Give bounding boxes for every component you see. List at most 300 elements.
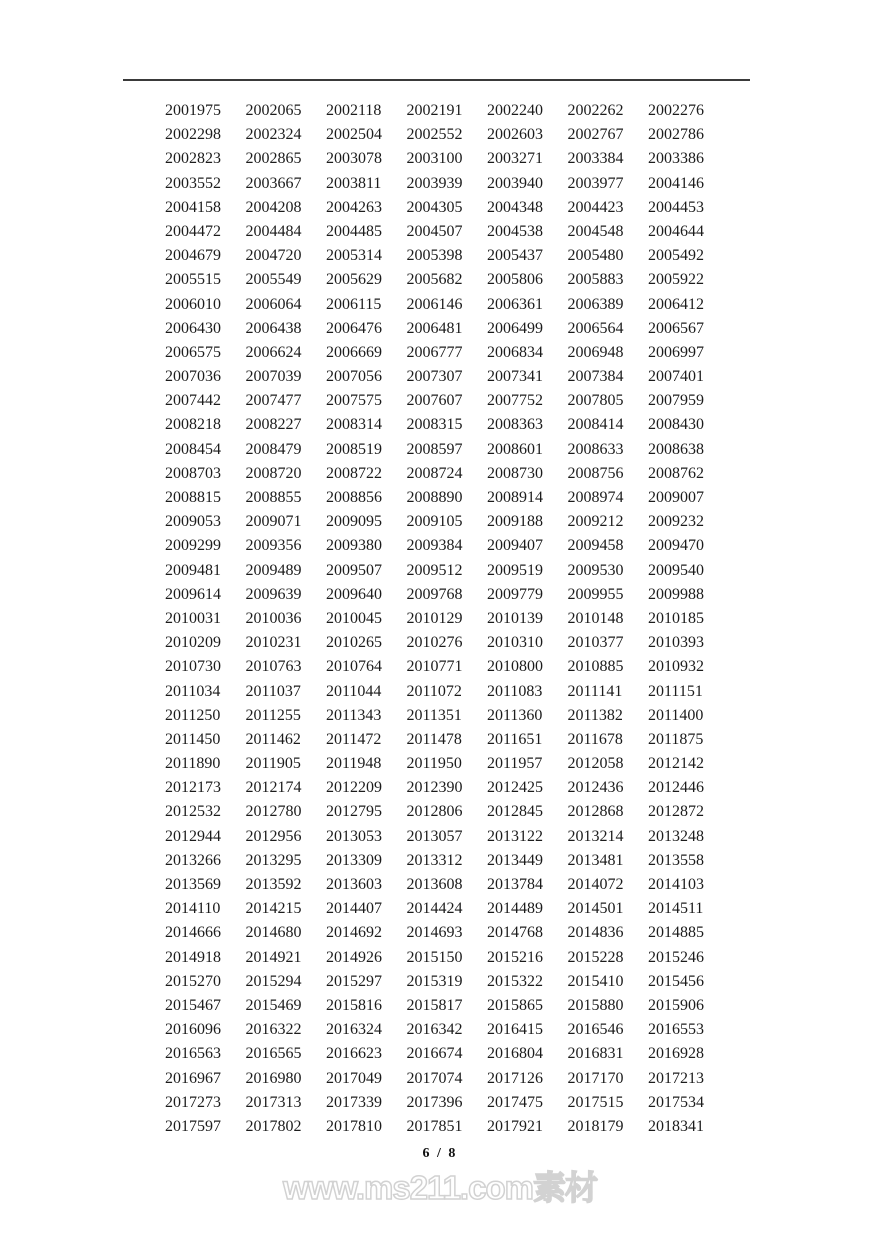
roll-number-cell: 2010932	[648, 658, 704, 676]
roll-number-cell: 2002065	[245, 102, 302, 119]
roll-number-cell: 2009095	[326, 513, 382, 531]
roll-number-cell: 2010800	[487, 658, 543, 676]
roll-number-cell: 2013449	[487, 851, 543, 869]
roll-number-cell: 2012058	[567, 755, 624, 773]
roll-number-cell: 2012956	[245, 827, 302, 845]
roll-number-cell: 2009512	[406, 561, 463, 579]
roll-number-cell: 2014926	[326, 948, 382, 966]
roll-number-cell: 2013266	[165, 851, 221, 869]
roll-number-cell: 2009053	[165, 513, 221, 531]
roll-number-cell: 2009779	[487, 585, 543, 603]
roll-number-cell: 2004208	[245, 198, 302, 216]
roll-number-cell: 2018179	[567, 1117, 624, 1135]
roll-number-cell: 2012806	[406, 803, 463, 821]
roll-number-cell: 2003940	[487, 174, 543, 192]
roll-number-cell: 2014680	[245, 924, 302, 942]
roll-number-cell: 2009232	[648, 513, 704, 531]
roll-number-cell: 2013214	[567, 827, 624, 845]
roll-number-cell: 2013481	[567, 851, 624, 869]
roll-number-cell: 2012532	[165, 803, 221, 821]
roll-number-cell: 2017851	[406, 1117, 463, 1135]
roll-number-cell: 2016415	[487, 1021, 543, 1039]
roll-number-cell: 2013558	[648, 851, 704, 869]
roll-number-cell: 2006997	[648, 343, 704, 361]
roll-number-cell: 2002823	[165, 150, 221, 168]
roll-number-cell: 2012944	[165, 827, 221, 845]
roll-number-cell: 2010139	[487, 609, 543, 627]
roll-number-cell: 2009380	[326, 537, 382, 555]
roll-number-cell: 2006361	[487, 295, 543, 313]
roll-number-cell: 2010764	[326, 658, 382, 676]
roll-number-cell: 2017074	[406, 1069, 463, 1087]
roll-number-cell: 2008890	[406, 489, 463, 506]
roll-number-cell: 2016831	[567, 1045, 624, 1063]
roll-number-cell: 2004507	[406, 222, 463, 240]
roll-number-cell: 2009105	[406, 513, 463, 531]
roll-number-cell: 2010036	[245, 609, 302, 627]
roll-number-cell: 2004679	[165, 247, 221, 265]
roll-number-cell: 2009356	[245, 537, 302, 555]
roll-number-cell: 2005314	[326, 247, 382, 265]
roll-number-cell: 2013608	[406, 876, 463, 893]
roll-number-cell: 2016546	[567, 1021, 624, 1039]
roll-number-cell: 2013603	[326, 876, 382, 893]
roll-number-cell: 2010276	[406, 634, 463, 652]
roll-number-cell: 2012390	[406, 779, 463, 797]
roll-number-cell: 2013057	[406, 827, 463, 845]
roll-number-cell: 2005629	[326, 271, 382, 289]
roll-number-cell: 2006624	[245, 343, 302, 361]
roll-number-cell: 2002767	[567, 126, 624, 144]
roll-number-cell: 2011044	[326, 682, 382, 700]
watermark: www.ms211.com素材	[283, 1169, 597, 1206]
roll-number-cell: 2006669	[326, 343, 382, 361]
roll-number-cell: 2015228	[567, 948, 624, 966]
roll-number-cell: 2009768	[406, 585, 463, 603]
roll-number-cell: 2010148	[567, 609, 624, 627]
roll-number-cell: 2008454	[165, 440, 221, 458]
roll-number-cell: 2016623	[326, 1045, 382, 1063]
roll-number-cell: 2011255	[245, 706, 301, 724]
roll-number-cell: 2009614	[165, 585, 221, 603]
roll-number-cell: 2012446	[648, 779, 704, 797]
roll-number-cell: 2016342	[406, 1021, 463, 1039]
roll-number-cell: 2002262	[567, 102, 624, 119]
roll-number-cell: 2017475	[487, 1093, 543, 1111]
roll-number-cell: 2011351	[406, 706, 462, 724]
roll-number-cell: 2005682	[406, 271, 463, 289]
roll-number-cell: 2007039	[245, 368, 302, 386]
roll-number-cell: 2006499	[487, 319, 543, 337]
roll-number-cell: 2005549	[245, 271, 302, 289]
roll-number-cell: 2011083	[487, 682, 543, 700]
roll-number-cell: 2004158	[165, 198, 221, 216]
roll-number-cell: 2011890	[165, 755, 221, 773]
roll-number-cell: 2014921	[245, 948, 302, 966]
roll-number-cell: 2008720	[245, 464, 302, 482]
roll-number-cell: 2007959	[648, 392, 704, 410]
roll-number-cell: 2004423	[567, 198, 624, 216]
roll-number-cell: 2009384	[406, 537, 463, 555]
roll-number-cell: 2015322	[487, 972, 543, 990]
roll-number-cell: 2008730	[487, 464, 543, 482]
roll-number-cell: 2017810	[326, 1117, 382, 1135]
roll-number-cell: 2004472	[165, 222, 221, 240]
roll-number-cell: 2002324	[245, 126, 302, 144]
roll-number-cell: 2007805	[567, 392, 624, 410]
roll-number-cell: 2004305	[406, 198, 463, 216]
roll-number-cell: 2002786	[648, 126, 704, 144]
roll-number-cell: 2015880	[567, 996, 624, 1014]
roll-number-cell: 2008815	[165, 489, 221, 506]
roll-number-cell: 2010771	[406, 658, 463, 676]
roll-number-cell: 2003977	[567, 174, 624, 192]
roll-number-cell: 2004485	[326, 222, 382, 240]
roll-number-cell: 2009007	[648, 489, 704, 506]
roll-number-cell: 2009188	[487, 513, 543, 531]
roll-number-cell: 2004348	[487, 198, 543, 216]
roll-number-cell: 2015297	[326, 972, 382, 990]
roll-number-cell: 2011478	[406, 730, 462, 748]
roll-number-cell: 2005806	[487, 271, 543, 289]
roll-number-cell: 2015469	[245, 996, 302, 1014]
roll-number-cell: 2003100	[406, 150, 463, 168]
roll-number-cell: 2010885	[567, 658, 624, 676]
roll-number-cell: 2011905	[245, 755, 301, 773]
roll-number-cell: 2013312	[406, 851, 463, 869]
roll-number-cell: 2008703	[165, 464, 221, 482]
roll-number-cell: 2003552	[165, 174, 221, 192]
roll-number-cell: 2016674	[406, 1045, 463, 1063]
roll-number-cell: 2006115	[326, 295, 382, 313]
roll-number-cell: 2009640	[326, 585, 382, 603]
roll-number-cell: 2014511	[648, 900, 704, 918]
roll-number-cell: 2005515	[165, 271, 221, 289]
roll-number-cell: 2014489	[487, 900, 543, 918]
roll-number-cell: 2011472	[326, 730, 382, 748]
roll-number-cell: 2002191	[406, 102, 463, 119]
roll-number-cell: 2013295	[245, 851, 302, 869]
roll-number-cell: 2014693	[406, 924, 463, 942]
roll-number-cell: 2011343	[326, 706, 382, 724]
roll-number-cell: 2008414	[567, 416, 624, 434]
roll-number-cell: 2005922	[648, 271, 704, 289]
roll-number-cell: 2011360	[487, 706, 543, 724]
roll-number-cell: 2004263	[326, 198, 382, 216]
header-rule	[123, 79, 750, 81]
roll-number-cell: 2008601	[487, 440, 543, 458]
roll-number-cell: 2004538	[487, 222, 543, 240]
roll-number-cell: 2008974	[567, 489, 624, 506]
roll-number-cell: 2016553	[648, 1021, 704, 1039]
roll-number-cell: 2014768	[487, 924, 543, 942]
roll-number-cell: 2006564	[567, 319, 624, 337]
roll-number-cell: 2006064	[245, 295, 302, 313]
roll-number-cell: 2013248	[648, 827, 704, 845]
roll-number-cell: 2011037	[245, 682, 301, 700]
roll-number-cell: 2017396	[406, 1093, 463, 1111]
roll-number-cell: 2015270	[165, 972, 221, 990]
roll-number-cell: 2010231	[245, 634, 302, 652]
roll-number-cell: 2009988	[648, 585, 704, 603]
roll-number-cell: 2016967	[165, 1069, 221, 1087]
roll-number-cell: 2012872	[648, 803, 704, 821]
roll-number-grid	[165, 99, 729, 1139]
roll-number-cell: 2016980	[245, 1069, 302, 1087]
roll-number-cell: 2014110	[165, 900, 221, 918]
roll-number-cell: 2008519	[326, 440, 382, 458]
roll-number-cell: 2005437	[487, 247, 543, 265]
roll-number-cell: 2003386	[648, 150, 704, 168]
roll-number-cell: 2017213	[648, 1069, 704, 1087]
roll-number-cell: 2008597	[406, 440, 463, 458]
roll-number-cell: 2012436	[567, 779, 624, 797]
roll-number-cell: 2009519	[487, 561, 543, 579]
roll-number-cell: 2004548	[567, 222, 624, 240]
roll-number-cell: 2004453	[648, 198, 704, 216]
roll-number-cell: 2012173	[165, 779, 221, 797]
roll-number-cell: 2017597	[165, 1117, 221, 1135]
roll-number-cell: 2017802	[245, 1117, 302, 1135]
roll-number-cell: 2009407	[487, 537, 543, 555]
roll-number-cell: 2009481	[165, 561, 221, 579]
roll-number-cell: 2006438	[245, 319, 302, 337]
roll-number-cell: 2003939	[406, 174, 463, 192]
roll-number-cell: 2007307	[406, 368, 463, 386]
roll-number-cell: 2008633	[567, 440, 624, 458]
roll-number-cell: 2015906	[648, 996, 704, 1014]
roll-number-cell: 2008856	[326, 489, 382, 506]
roll-number-cell: 2014407	[326, 900, 382, 918]
roll-number-cell: 2007442	[165, 392, 221, 410]
roll-number-cell: 2014103	[648, 876, 704, 893]
roll-number-cell: 2002240	[487, 102, 543, 119]
roll-number-cell: 2002865	[245, 150, 302, 168]
roll-number-cell: 2010377	[567, 634, 624, 652]
roll-number-cell: 2017126	[487, 1069, 543, 1087]
roll-number-cell: 2008363	[487, 416, 543, 434]
roll-number-cell: 2008756	[567, 464, 624, 482]
roll-number-cell: 2008722	[326, 464, 382, 482]
roll-number-cell: 2013309	[326, 851, 382, 869]
roll-number-cell: 2011950	[406, 755, 462, 773]
roll-number-cell: 2012142	[648, 755, 704, 773]
roll-number-cell: 2005398	[406, 247, 463, 265]
roll-number-cell: 2008855	[245, 489, 302, 506]
roll-number-cell: 2007056	[326, 368, 382, 386]
roll-number-cell: 2004720	[245, 247, 302, 265]
roll-number-cell: 2010393	[648, 634, 704, 652]
roll-number-cell: 2011072	[406, 682, 462, 700]
roll-number-cell: 2006948	[567, 343, 624, 361]
roll-number-cell: 2008724	[406, 464, 463, 482]
roll-number-cell: 2004644	[648, 222, 704, 240]
roll-number-cell: 2015456	[648, 972, 704, 990]
roll-number-cell: 2017170	[567, 1069, 624, 1087]
roll-number-cell: 2006412	[648, 295, 704, 313]
roll-number-cell: 2017921	[487, 1117, 543, 1135]
roll-number-cell: 2017339	[326, 1093, 382, 1111]
roll-number-cell: 2010045	[326, 609, 382, 627]
roll-number-cell: 2006389	[567, 295, 624, 313]
roll-number-cell: 2006481	[406, 319, 463, 337]
roll-number-cell: 2010129	[406, 609, 463, 627]
roll-number-cell: 2014692	[326, 924, 382, 942]
roll-number-cell: 2015294	[245, 972, 302, 990]
roll-number-cell: 2016096	[165, 1021, 221, 1039]
roll-number-cell: 2015817	[406, 996, 463, 1014]
roll-number-cell: 2011141	[567, 682, 623, 700]
roll-number-cell: 2017515	[567, 1093, 624, 1111]
roll-number-cell: 2012845	[487, 803, 543, 821]
roll-number-cell: 2012209	[326, 779, 382, 797]
roll-number-cell: 2015319	[406, 972, 463, 990]
roll-number-cell: 2003667	[245, 174, 302, 192]
roll-number-cell: 2016565	[245, 1045, 302, 1063]
roll-number-cell: 2015865	[487, 996, 543, 1014]
roll-number-cell: 2007607	[406, 392, 463, 410]
roll-number-cell: 2010185	[648, 609, 704, 627]
roll-number-cell: 2006567	[648, 319, 704, 337]
roll-number-cell: 2016563	[165, 1045, 221, 1063]
roll-number-cell: 2002603	[487, 126, 543, 144]
roll-number-cell: 2011400	[648, 706, 704, 724]
roll-number-cell: 2007575	[326, 392, 382, 410]
roll-number-cell: 2009639	[245, 585, 302, 603]
roll-number-cell: 2009212	[567, 513, 624, 531]
roll-number-cell: 2014666	[165, 924, 221, 942]
roll-number-cell: 2016324	[326, 1021, 382, 1039]
roll-number-cell: 2014885	[648, 924, 704, 942]
roll-number-cell: 2005492	[648, 247, 704, 265]
roll-number-cell: 2003384	[567, 150, 624, 168]
roll-number-cell: 2011151	[648, 682, 703, 700]
roll-number-cell: 2010265	[326, 634, 382, 652]
roll-number-cell: 2006777	[406, 343, 463, 361]
roll-number-cell: 2011957	[487, 755, 543, 773]
roll-number-cell: 2007477	[245, 392, 302, 410]
roll-number-cell: 2011875	[648, 730, 704, 748]
roll-number-cell: 2012780	[245, 803, 302, 821]
roll-number-cell: 2009458	[567, 537, 624, 555]
roll-number-cell: 2008314	[326, 416, 382, 434]
roll-number-cell: 2017534	[648, 1093, 704, 1111]
roll-number-cell: 2009299	[165, 537, 221, 555]
roll-number-cell: 2013122	[487, 827, 543, 845]
roll-number-cell: 2018341	[648, 1117, 704, 1135]
roll-number-cell: 2002298	[165, 126, 221, 144]
roll-number-cell: 2014072	[567, 876, 624, 893]
roll-number-cell: 2010730	[165, 658, 221, 676]
roll-number-cell: 2015467	[165, 996, 221, 1014]
roll-number-cell: 2015816	[326, 996, 382, 1014]
roll-number-cell: 2009071	[245, 513, 302, 531]
roll-number-cell: 2017273	[165, 1093, 221, 1111]
roll-number-cell: 2011034	[165, 682, 221, 700]
roll-number-cell: 2002504	[326, 126, 382, 144]
roll-number-cell: 2016928	[648, 1045, 704, 1063]
roll-number-cell: 2006476	[326, 319, 382, 337]
roll-number-cell: 2011651	[487, 730, 543, 748]
roll-number-cell: 2014215	[245, 900, 302, 918]
roll-number-cell: 2016322	[245, 1021, 302, 1039]
roll-number-cell: 2007341	[487, 368, 543, 386]
roll-number-cell: 2017049	[326, 1069, 382, 1087]
roll-number-cell: 2010209	[165, 634, 221, 652]
roll-number-cell: 2011678	[567, 730, 623, 748]
roll-number-cell: 2005480	[567, 247, 624, 265]
roll-number-cell: 2008762	[648, 464, 704, 482]
roll-number-cell: 2006834	[487, 343, 543, 361]
roll-number-cell: 2008914	[487, 489, 543, 506]
roll-number-cell: 2006146	[406, 295, 463, 313]
roll-number-cell: 2006430	[165, 319, 221, 337]
roll-number-cell: 2012795	[326, 803, 382, 821]
roll-number-cell: 2003078	[326, 150, 382, 168]
roll-number-cell: 2006575	[165, 343, 221, 361]
roll-number-cell: 2008479	[245, 440, 302, 458]
roll-number-cell: 2007752	[487, 392, 543, 410]
roll-number-cell: 2011382	[567, 706, 623, 724]
roll-number-cell: 2011250	[165, 706, 221, 724]
roll-number-cell: 2002552	[406, 126, 463, 144]
roll-number-cell: 2015410	[567, 972, 624, 990]
roll-number-cell: 2014501	[567, 900, 624, 918]
roll-number-cell: 2007036	[165, 368, 221, 386]
roll-number-cell: 2015246	[648, 948, 704, 966]
roll-number-cell: 2002118	[326, 102, 382, 119]
roll-number-cell: 2008638	[648, 440, 704, 458]
roll-number-cell: 2005883	[567, 271, 624, 289]
roll-number-cell: 2017313	[245, 1093, 302, 1111]
roll-number-cell: 2004484	[245, 222, 302, 240]
roll-number-cell: 2015150	[406, 948, 463, 966]
roll-number-cell: 2012868	[567, 803, 624, 821]
roll-number-cell: 2013569	[165, 876, 221, 893]
roll-number-cell: 2009530	[567, 561, 624, 579]
roll-number-cell: 2013592	[245, 876, 302, 893]
roll-number-cell: 2015216	[487, 948, 543, 966]
roll-number-cell: 2014918	[165, 948, 221, 966]
roll-number-cell: 2003811	[326, 174, 382, 192]
roll-number-cell: 2008227	[245, 416, 302, 434]
roll-number-cell: 2013053	[326, 827, 382, 845]
roll-number-cell: 2014424	[406, 900, 463, 918]
roll-number-cell: 2011462	[245, 730, 301, 748]
roll-number-cell: 2010310	[487, 634, 543, 652]
page-indicator: 6 / 8	[422, 1146, 458, 1161]
roll-number-cell: 2004146	[648, 174, 704, 192]
roll-number-cell: 2007401	[648, 368, 704, 386]
roll-number-cell: 2008218	[165, 416, 221, 434]
roll-number-cell: 2009507	[326, 561, 382, 579]
roll-number-cell: 2002276	[648, 102, 704, 119]
roll-number-cell: 2011450	[165, 730, 221, 748]
roll-number-cell: 2003271	[487, 150, 543, 168]
roll-number-cell: 2008315	[406, 416, 463, 434]
roll-number-cell: 2012174	[245, 779, 302, 797]
roll-number-cell: 2009540	[648, 561, 704, 579]
roll-number-cell: 2007384	[567, 368, 624, 386]
roll-number-cell: 2009489	[245, 561, 302, 579]
roll-number-cell: 2014836	[567, 924, 624, 942]
roll-number-cell: 2011948	[326, 755, 382, 773]
roll-number-cell: 2009470	[648, 537, 704, 555]
roll-number-cell: 2010763	[245, 658, 302, 676]
roll-number-cell: 2008430	[648, 416, 704, 434]
roll-number-cell: 2009955	[567, 585, 624, 603]
roll-number-cell: 2001975	[165, 102, 221, 119]
